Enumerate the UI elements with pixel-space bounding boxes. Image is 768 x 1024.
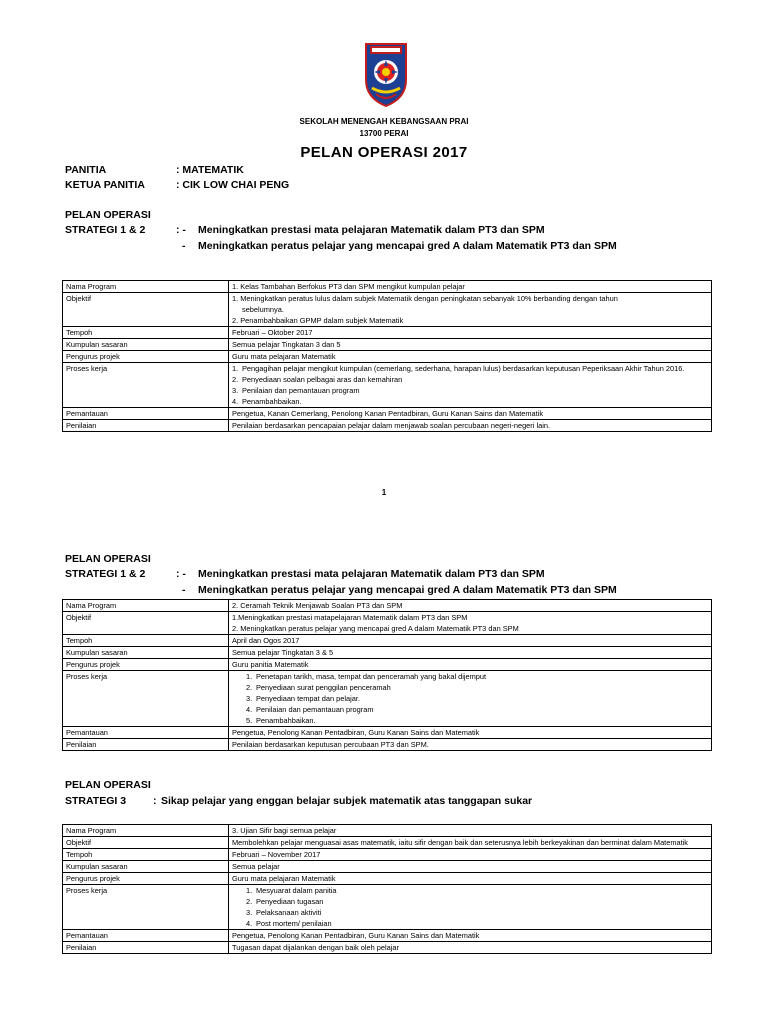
section-2-strategy-label: STRATEGI 1 & 2 [65, 568, 146, 580]
objektif-line: 1. Meningkatkan peratus lulus dalam subjek Matematik dengan peningkatan sebanyak 10% berbanding dengan tahun [232, 294, 618, 303]
table-row [63, 351, 712, 363]
label-objektif: Objektif [63, 837, 229, 849]
ketua-value: : CIK LOW CHAI PENG [176, 179, 290, 191]
label-pengurus-projek: Pengurus projek [63, 659, 229, 671]
list-item [232, 682, 708, 693]
section-1-strategy-label: STRATEGI 1 & 2 [65, 224, 146, 236]
panitia-value: : MATEMATIK [176, 164, 244, 176]
label-nama-program: Nama Program [63, 281, 229, 293]
table-row [63, 727, 712, 739]
table-row [63, 281, 712, 293]
table-row [63, 420, 712, 432]
objektif-line: 2. Meningkatkan peratus pelajar yang mencapai gred A dalam Matematik PT3 dan SPM [232, 624, 519, 633]
school-crest-icon [362, 40, 410, 108]
table-row [63, 327, 712, 339]
program-name: 2. Ceramah Teknik Menjawab Soalan PT3 dan SPM [229, 600, 712, 612]
list-text: Penilaian dan pemantauan program [242, 386, 360, 395]
table-row [63, 739, 712, 751]
list-item [232, 374, 708, 385]
ketua-label: KETUA PANITIA [65, 179, 145, 191]
section-2-heading: PELAN OPERASI [65, 553, 151, 565]
list-number: 3. [246, 694, 253, 703]
label-pengurus-projek: Pengurus projek [63, 351, 229, 363]
panitia-label: PANITIA [65, 164, 107, 176]
tempoh-value: Februari – November 2017 [229, 849, 712, 861]
label-pemantauan: Pemantauan [63, 408, 229, 420]
label-proses-kerja: Proses kerja [63, 885, 229, 930]
table-row [63, 600, 712, 612]
section-3-strategy-label: STRATEGI 3 [65, 795, 127, 807]
label-pengurus-projek: Pengurus projek [63, 873, 229, 885]
section-2-strategy [65, 568, 715, 598]
section-2-goal-2: Meningkatkan peratus pelajar yang mencapai gred A dalam Matematik PT3 dan SPM [198, 584, 617, 596]
list-text: Penilaian dan pemantauan program [256, 705, 374, 714]
program-name: 3. Ujian Sifir bagi semua pelajar [229, 825, 712, 837]
list-item [232, 363, 708, 374]
label-tempoh: Tempoh [63, 327, 229, 339]
pemantauan-value: Pengetua, Penolong Kanan Pentadbiran, Guru Kanan Sains dan Matematik [229, 930, 712, 942]
list-number: 1. [246, 672, 253, 681]
penilaian-value: Tugasan dapat dijalankan dengan baik oleh pelajar [229, 942, 712, 954]
proses-cell [229, 671, 712, 727]
objektif-cell [229, 293, 712, 327]
section-3-heading: PELAN OPERASI [65, 779, 151, 791]
table-row [63, 849, 712, 861]
list-item [232, 396, 708, 407]
section-3-strategy [65, 795, 715, 809]
list-number: 1. [246, 886, 253, 895]
kumpulan-value: Semua pelajar [229, 861, 712, 873]
list-number: 2. [246, 897, 253, 906]
table-row [63, 861, 712, 873]
list-number: 2. [246, 683, 253, 692]
table-row [63, 659, 712, 671]
plan-table-2 [62, 599, 712, 751]
list-number: 3. [232, 386, 239, 395]
list-number: 2. [232, 375, 239, 384]
pengurus-value: Guru mata pelajaran Matematik [229, 873, 712, 885]
label-kumpulan-sasaran: Kumpulan sasaran [63, 647, 229, 659]
list-text: Penambahbaikan. [256, 716, 316, 725]
label-kumpulan-sasaran: Kumpulan sasaran [63, 339, 229, 351]
list-text: Penyediaan tempat dan pelajar. [256, 694, 360, 703]
list-item [232, 385, 708, 396]
list-text: Pengagihan pelajar mengikut kumpulan (cemerlang, sederhana, harapan lulus) berdasarkan keputusan Peperiksaan Akhir Tahun 2016. [242, 364, 685, 373]
label-nama-program: Nama Program [63, 600, 229, 612]
program-name: 1. Kelas Tambahan Berfokus PT3 dan SPM mengikut kumpulan pelajar [229, 281, 712, 293]
label-proses-kerja: Proses kerja [63, 671, 229, 727]
table-row [63, 612, 712, 635]
table-row [63, 363, 712, 408]
label-nama-program: Nama Program [63, 825, 229, 837]
page-number: 1 [381, 488, 387, 497]
table-row [63, 930, 712, 942]
page-title: PELAN OPERASI 2017 [300, 144, 468, 161]
pengurus-value: Guru panitia Matematik [229, 659, 712, 671]
ketua-row [65, 179, 465, 193]
objektif-line: 1.Meningkatkan prestasi matapelajaran Matematik dalam PT3 dan SPM [232, 613, 468, 622]
section-2-dash: - [182, 584, 186, 596]
list-item [232, 704, 708, 715]
list-text: Penambahbaikan. [242, 397, 302, 406]
list-text: Post mortem/ penilaian [256, 919, 332, 928]
list-item [232, 715, 708, 726]
table-row [63, 339, 712, 351]
penilaian-value: Penilaian berdasarkan pencapaian pelajar dalam menjawab soalan percubaan negeri-negeri lain. [229, 420, 712, 432]
proses-cell [229, 363, 712, 408]
proses-cell [229, 885, 712, 930]
penilaian-value: Penilaian berdasarkan keputusan percubaan PT3 dan SPM. [229, 739, 712, 751]
tempoh-value: Februari – Oktober 2017 [229, 327, 712, 339]
section-3-goal: Sikap pelajar yang enggan belajar subjek matematik atas tanggapan sukar [161, 795, 533, 807]
objektif-line: 2. Penambahbaikan GPMP dalam subjek Matematik [232, 316, 404, 325]
label-tempoh: Tempoh [63, 635, 229, 647]
section-2-goal-1: Meningkatkan prestasi mata pelajaran Matematik dalam PT3 dan SPM [198, 568, 545, 580]
label-penilaian: Penilaian [63, 420, 229, 432]
table-row [63, 408, 712, 420]
label-pemantauan: Pemantauan [63, 727, 229, 739]
section-1-heading: PELAN OPERASI [65, 209, 151, 221]
list-item [232, 885, 708, 896]
list-text: Penetapan tarikh, masa, tempat dan penceramah yang bakal dijemput [256, 672, 487, 681]
list-item [232, 918, 708, 929]
table-row [63, 885, 712, 930]
section-1-dash: - [182, 240, 186, 252]
table-row [63, 635, 712, 647]
section-1-goal-2: Meningkatkan peratus pelajar yang mencapai gred A dalam Matematik PT3 dan SPM [198, 240, 617, 252]
list-text: Pelaksanaan aktiviti [256, 908, 322, 917]
label-kumpulan-sasaran: Kumpulan sasaran [63, 861, 229, 873]
list-item [232, 907, 708, 918]
plan-table-3 [62, 824, 712, 954]
objektif-cell [229, 612, 712, 635]
list-number: 1. [232, 364, 239, 373]
table-row [63, 293, 712, 327]
kumpulan-value: Semua pelajar Tingkatan 3 dan 5 [229, 339, 712, 351]
label-pemantauan: Pemantauan [63, 930, 229, 942]
list-number: 3. [246, 908, 253, 917]
list-item [232, 693, 708, 704]
pemantauan-value: Pengetua, Kanan Cemerlang, Penolong Kanan Pentadbiran, Guru Kanan Sains dan Matematik [229, 408, 712, 420]
school-name: SEKOLAH MENENGAH KEBANGSAAN PRAI [299, 117, 469, 126]
section-1-goal-1: Meningkatkan prestasi mata pelajaran Matematik dalam PT3 dan SPM [198, 224, 545, 236]
section-3-separator: : [153, 795, 157, 807]
label-tempoh: Tempoh [63, 849, 229, 861]
section-2-separator: : - [176, 568, 186, 580]
list-text: Mesyuarat dalam panitia [256, 886, 337, 895]
list-number: 5. [246, 716, 253, 725]
label-proses-kerja: Proses kerja [63, 363, 229, 408]
plan-table-1 [62, 280, 712, 432]
table-row [63, 647, 712, 659]
kumpulan-value: Semua pelajar Tingkatan 3 & 5 [229, 647, 712, 659]
list-item [232, 671, 708, 682]
school-postcode: 13700 PERAI [359, 129, 409, 138]
tempoh-value: April dan Ogos 2017 [229, 635, 712, 647]
list-text: Penyediaan surat penggilan penceramah [256, 683, 391, 692]
objektif-cell [229, 837, 712, 849]
list-text: Penyediaan soalan pelbagai aras dan kemahiran [242, 375, 403, 384]
table-row [63, 873, 712, 885]
label-objektif: Objektif [63, 612, 229, 635]
table-row [63, 671, 712, 727]
pengurus-value: Guru mata pelajaran Matematik [229, 351, 712, 363]
list-number: 4. [246, 919, 253, 928]
list-number: 4. [246, 705, 253, 714]
section-1-strategy [65, 224, 715, 254]
list-text: Penyediaan tugasan [256, 897, 324, 906]
label-penilaian: Penilaian [63, 739, 229, 751]
label-penilaian: Penilaian [63, 942, 229, 954]
pemantauan-value: Pengetua, Penolong Kanan Pentadbiran, Guru Kanan Sains dan Matematik [229, 727, 712, 739]
objektif-line: sebelumnya. [242, 305, 284, 314]
table-row [63, 825, 712, 837]
section-1-separator: : - [176, 224, 186, 236]
table-row [63, 837, 712, 849]
table-row [63, 942, 712, 954]
label-objektif: Objektif [63, 293, 229, 327]
list-item [232, 896, 708, 907]
objektif-line: Membolehkan pelajar menguasai asas matematik, iaitu sifir dengan baik dan seterusnya lebih berkeyakinan dan berminat dalam Matematik [232, 838, 689, 847]
panitia-row [65, 164, 465, 178]
list-number: 4. [232, 397, 239, 406]
